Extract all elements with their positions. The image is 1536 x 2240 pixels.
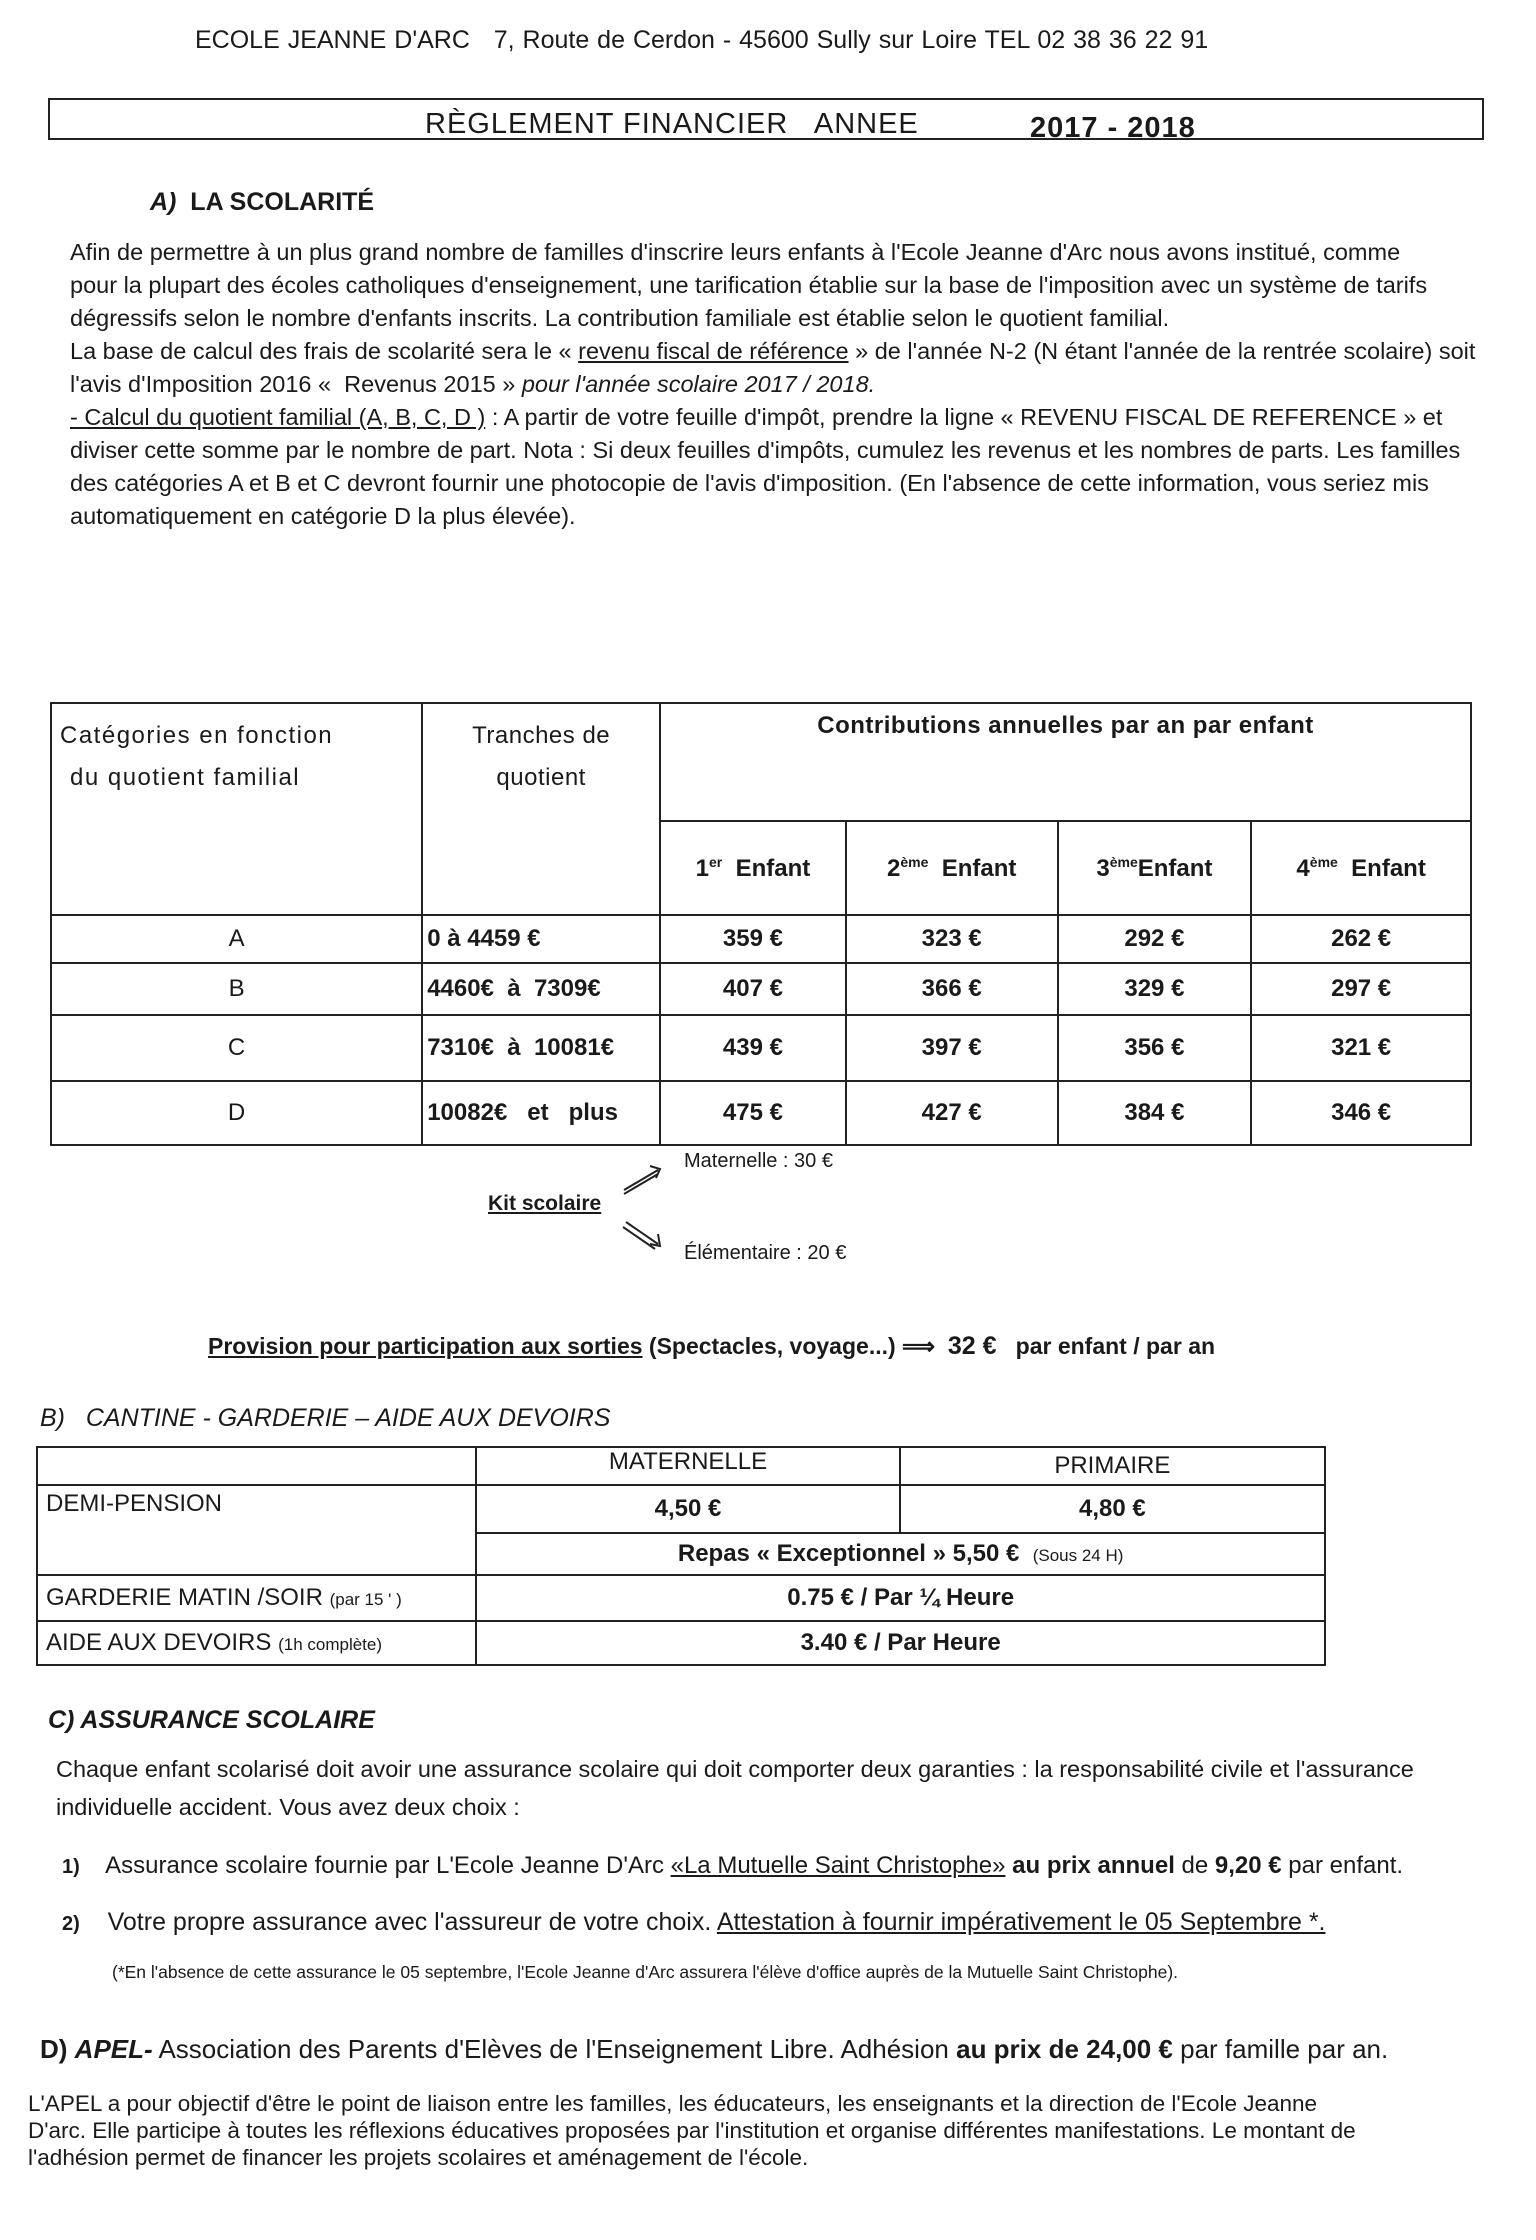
section-c-heading: C) ASSURANCE SCOLAIRE (48, 1706, 375, 1734)
value-cell: 297 € (1251, 963, 1471, 1015)
section-a-text (70, 236, 1510, 533)
title-box (48, 98, 1484, 144)
kit-label: Kit scolaire (488, 1192, 602, 1215)
school-name: ECOLE JEANNE D'ARC (195, 26, 470, 54)
option-text: Assurance scolaire fournie par L'Ecole Jeanne D'Arc (105, 1852, 671, 1879)
header-child-3 (1058, 821, 1252, 915)
header-range (422, 703, 660, 915)
table-row (37, 1485, 1325, 1533)
category-cell: A (51, 915, 422, 963)
value-cell: 439 € (660, 1015, 846, 1081)
option-text: de (1174, 1852, 1215, 1879)
underlined-term: revenu fiscal de référence (578, 338, 849, 364)
option-text: Votre propre assurance avec l'assureur de votre choix. (107, 1908, 717, 1936)
dp-maternelle-price: 4,50 € (476, 1485, 899, 1533)
value-cell: 292 € (1058, 915, 1252, 963)
child-ordinal: ème (1109, 853, 1138, 870)
section-a-title: LA SCOLARITÉ (190, 188, 375, 216)
paragraph-line: Chaque enfant scolarisé doit avoir une assurance scolaire qui doit comporter deux garanties : la responsabilité civile et l'assurance (56, 1756, 1414, 1782)
contribution-table (50, 702, 1472, 1146)
apel-text-end: par famille par an. (1172, 2034, 1389, 2064)
value-cell: 321 € (1251, 1015, 1471, 1081)
option-number: 1) (62, 1856, 80, 1878)
paragraph-line (70, 368, 1510, 401)
assurance-option-1 (62, 1852, 1403, 1880)
assurance-option-2 (62, 1908, 1326, 1937)
aide-note: (1h complète) (278, 1635, 383, 1654)
child-number: 4 (1296, 854, 1310, 882)
paragraph-line: automatiquement en catégorie D la plus élevée). (70, 503, 576, 529)
repas-label: Repas « Exceptionnel » 5,50 € (677, 1540, 1020, 1567)
section-b-heading: B) CANTINE - GARDERIE – AIDE AUX DEVOIRS (40, 1404, 611, 1432)
value-cell: 407 € (660, 963, 846, 1015)
paragraph-line (70, 401, 1510, 434)
child-ordinal: ème (900, 853, 929, 870)
table-header-row (51, 703, 1471, 821)
apel-label: APEL- (74, 2034, 153, 2064)
option-price: 9,20 € (1214, 1852, 1282, 1879)
header-child-2 (846, 821, 1058, 915)
child-number: 3 (1096, 854, 1110, 882)
range-cell: 4460€ à 7309€ (422, 963, 660, 1015)
category-cell: D (51, 1081, 422, 1145)
option-text: par enfant. (1281, 1852, 1404, 1879)
section-d-letter: D) (40, 2034, 75, 2064)
assurance-footnote: (*En l'absence de cette assurance le 05 septembre, l'Ecole Jeanne d'Arc assurera l'élève d'office auprès de la Mutuelle Saint Christophe). (112, 1962, 1179, 1982)
kit-elementaire: Élémentaire : 20 € (684, 1242, 847, 1264)
section-c-text (56, 1750, 1516, 1826)
section-d-text (28, 2090, 1528, 2171)
value-cell: 475 € (660, 1081, 846, 1145)
section-a-heading (150, 188, 374, 217)
aide-price: 3.40 € / Par Heure (476, 1621, 1325, 1665)
text-span: l'avis d'Imposition 2016 « Revenus 2015 » (70, 371, 522, 397)
header-child-4 (1251, 821, 1471, 915)
value-cell: 346 € (1251, 1081, 1471, 1145)
header-maternelle: MATERNELLE (476, 1447, 899, 1485)
demi-pension-label: DEMI-PENSION (37, 1485, 476, 1575)
page-title: RÈGLEMENT FINANCIER ANNEE (425, 108, 919, 140)
aide-label (37, 1621, 476, 1665)
value-cell: 384 € (1058, 1081, 1252, 1145)
paragraph-line: diviser cette somme par le nombre de part. Nota : Si deux feuilles d'impôts, cumulez les revenus et les nombres de parts. Les familles (70, 437, 1461, 463)
cantine-table (36, 1446, 1326, 1666)
text-span: : A partir de votre feuille d'impôt, prendre la ligne « REVENU FISCAL DE REFERENCE » et (485, 404, 1443, 430)
child-label: Enfant (735, 854, 811, 882)
garderie-text: GARDERIE MATIN /SOIR (46, 1584, 323, 1611)
empty-cell (37, 1447, 476, 1485)
header-child-1 (660, 821, 846, 915)
table-row (51, 1081, 1471, 1145)
paragraph-line: pour la plupart des écoles catholiques d'enseignement, une tarification établie sur la base de l'imposition avec un système de tarifs (70, 272, 1428, 298)
header-text: du quotient familial (70, 764, 301, 791)
aide-text: AIDE AUX DEVOIRS (46, 1629, 272, 1656)
value-cell: 359 € (660, 915, 846, 963)
value-cell: 397 € (846, 1015, 1058, 1081)
paragraph-line: des catégories A et B et C devront fournir une photocopie de l'avis d'imposition. (En l'absence de cette information, vous seriez mis (70, 470, 1429, 496)
child-label: Enfant (1351, 854, 1426, 882)
header-contributions: Contributions annuelles par an par enfant (660, 703, 1471, 821)
provision-amount: 32 € (947, 1332, 997, 1360)
table-row (51, 915, 1471, 963)
child-number: 1 (695, 854, 709, 882)
range-cell: 7310€ à 10081€ (422, 1015, 660, 1081)
paragraph-line: D'arc. Elle participe à toutes les réflexions éducatives proposées par l'institution et organise différentes manifestations. Le montant de (28, 2118, 1356, 2143)
paragraph-line: L'APEL a pour objectif d'être le point de liaison entre les familles, les éducateurs, les enseignants et la direction de l'Ecole Jeanne (28, 2091, 1318, 2116)
table-row (51, 963, 1471, 1015)
header-text: Tranches de (472, 722, 611, 749)
paragraph-line: Afin de permettre à un plus grand nombre de familles d'inscrire leurs enfants à l'Ecole Jeanne d'Arc nous avons institué, comme (70, 239, 1401, 265)
table-row (51, 1015, 1471, 1081)
child-label: Enfant (941, 854, 1017, 882)
value-cell: 329 € (1058, 963, 1252, 1015)
text-span: » de l'année N-2 (N étant l'année de la rentrée scolaire) soit (848, 338, 1476, 364)
garderie-note: (par 15 ' ) (329, 1590, 402, 1609)
underlined-term: - Calcul du quotient familial (A, B, C, D ) (70, 404, 486, 430)
provision-detail: (Spectacles, voyage...) (642, 1333, 896, 1359)
value-cell: 366 € (846, 963, 1058, 1015)
apel-text: Association des Parents d'Elèves de l'Enseignement Libre. Adhésion (152, 2034, 957, 2064)
paragraph-line: l'adhésion permet de financer les projets scolaires et aménagement de l'école. (28, 2145, 809, 2170)
range-cell: 0 à 4459 € (422, 915, 660, 963)
value-cell: 427 € (846, 1081, 1058, 1145)
header-primaire: PRIMAIRE (900, 1447, 1325, 1485)
school-year: 2017 - 2018 (1030, 112, 1196, 144)
italic-text: pour l'année scolaire 2017 / 2018. (521, 371, 876, 397)
header-text: Catégories en fonction (60, 722, 334, 749)
child-ordinal: er (708, 853, 723, 870)
option-text-bold: au prix annuel (1005, 1852, 1175, 1879)
header-text: quotient (496, 764, 586, 791)
paragraph-line (70, 335, 1510, 368)
text-span: La base de calcul des frais de scolarité sera le « (70, 338, 579, 364)
garderie-price: 0.75 € / Par ¼ Heure (476, 1575, 1325, 1621)
right-arrow-icon: ⟹ (902, 1333, 936, 1359)
table-row (37, 1575, 1325, 1621)
value-cell: 262 € (1251, 915, 1471, 963)
attestation-notice: Attestation à fournir impérativement le 05 Septembre *. (716, 1908, 1326, 1936)
school-header (195, 26, 1208, 55)
repas-exceptionnel (476, 1533, 1325, 1575)
table-header-row (37, 1447, 1325, 1485)
dp-primaire-price: 4,80 € (900, 1485, 1325, 1533)
child-label: Enfant (1137, 854, 1213, 882)
category-cell: B (51, 963, 422, 1015)
child-number: 2 (886, 854, 901, 882)
section-a-letter: A) (150, 188, 177, 216)
kit-arrows-icon (620, 1158, 670, 1258)
category-cell: C (51, 1015, 422, 1081)
option-number: 2) (62, 1913, 80, 1935)
paragraph-line: dégressifs selon le nombre d'enfants inscrits. La contribution familiale est établie selon le quotient familial. (70, 305, 1170, 331)
paragraph-line: individuelle accident. Vous avez deux choix : (56, 1794, 520, 1820)
apel-price: au prix de 24,00 € (956, 2034, 1173, 2064)
mutuelle-name: «La Mutuelle Saint Christophe» (670, 1852, 1006, 1879)
provision-label: Provision pour participation aux sorties (208, 1333, 643, 1359)
provision-per: par enfant / par an (1015, 1333, 1216, 1359)
range-cell: 10082€ et plus (422, 1081, 660, 1145)
garderie-label (37, 1575, 476, 1621)
section-d-heading (40, 2034, 1388, 2065)
repas-note: (Sous 24 H) (1032, 1546, 1124, 1565)
child-ordinal: ème (1309, 853, 1338, 870)
school-address: 7, Route de Cerdon - 45600 Sully sur Loire TEL 02 38 36 22 91 (493, 26, 1209, 54)
value-cell: 356 € (1058, 1015, 1252, 1081)
table-row (37, 1621, 1325, 1665)
header-category (51, 703, 422, 915)
kit-maternelle: Maternelle : 30 € (684, 1150, 833, 1172)
provision-line (208, 1332, 1215, 1361)
value-cell: 323 € (846, 915, 1058, 963)
